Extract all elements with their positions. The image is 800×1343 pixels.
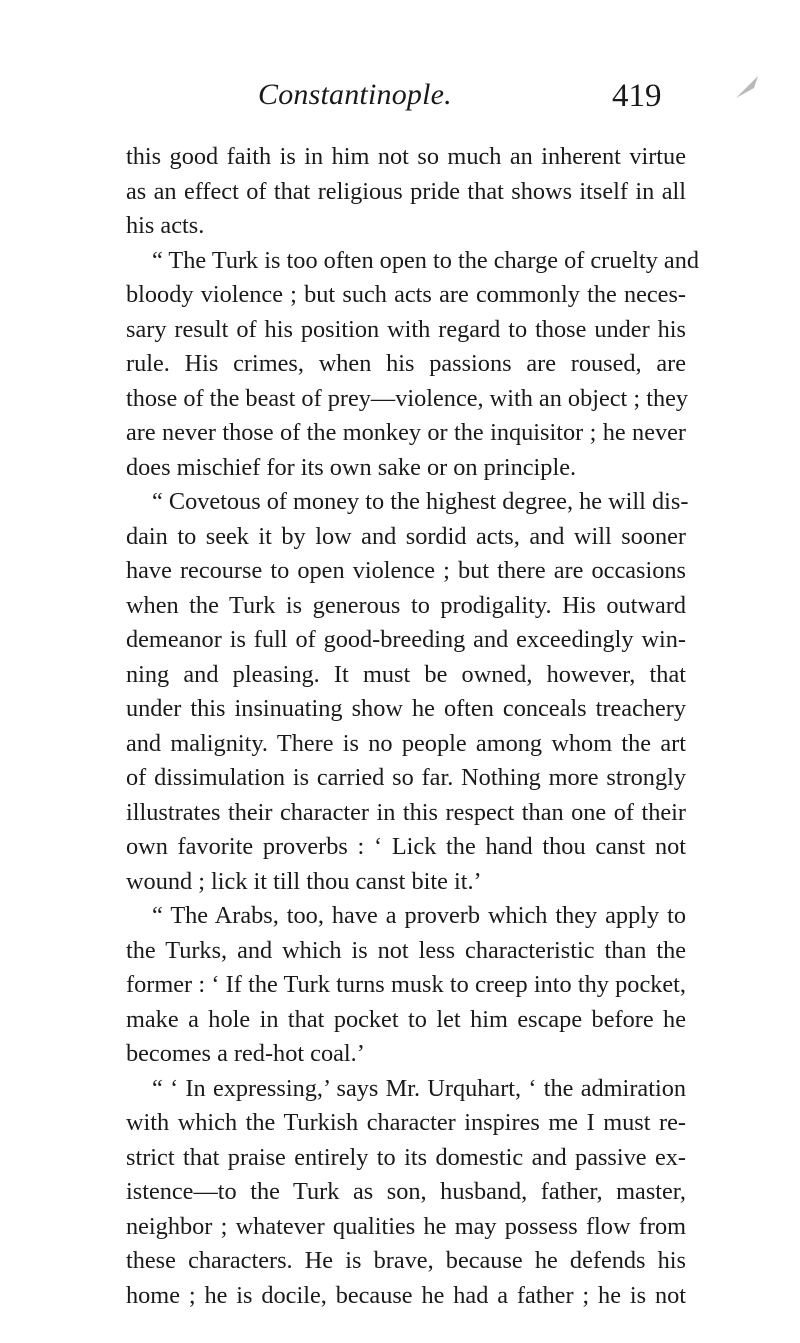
text-line: istence—to the Turk as son, husband, father, master, — [126, 1178, 686, 1205]
text-line: his acts. — [126, 212, 205, 239]
text-line: home ; he is docile, because he had a father ; he is not — [126, 1281, 686, 1309]
text-line: former : ‘ If the Turk turns musk to creep into thy pocket, — [126, 971, 686, 998]
text-line: and malignity. There is no people among whom the art — [126, 729, 686, 757]
text-line: bloody violence ; but such acts are commonly the neces- — [126, 281, 686, 308]
text-line: neighbor ; whatever qualities he may possess flow from — [126, 1212, 686, 1240]
text-line: with which the Turkish character inspires me I must re- — [126, 1109, 686, 1136]
text-line: are never those of the monkey or the inquisitor ; he never — [126, 419, 686, 446]
text-line: “ The Turk is too often open to the charge of cruelty and — [152, 246, 700, 274]
running-title: Constantinople. — [258, 78, 452, 111]
page-number: 419 — [612, 78, 662, 114]
text-line: make a hole in that pocket to let him escape before he — [126, 1005, 686, 1033]
text-line: those of the beast of prey—violence, with an object ; they — [126, 384, 689, 412]
text-line: own favorite proverbs : ‘ Lick the hand thou canst not — [126, 833, 686, 860]
text-line: rule. His crimes, when his passions are roused, are — [126, 350, 686, 377]
body-text — [126, 140, 700, 1313]
text-line: “ ‘ In expressing,’ says Mr. Urquhart, ‘ the admiration — [152, 1074, 686, 1102]
text-line: the Turks, and which is not less characteristic than the — [126, 936, 686, 964]
text-line: when the Turk is generous to prodigality. His outward — [126, 591, 686, 619]
text-line: as an effect of that religious pride that shows itself in all — [126, 177, 686, 205]
text-line: these characters. He is brave, because he defends his — [126, 1247, 686, 1274]
text-line: does mischief for its own sake or on principle. — [126, 453, 577, 481]
running-head — [0, 78, 800, 128]
text-line: strict that praise entirely to its domestic and passive ex- — [126, 1143, 686, 1171]
text-line: “ The Arabs, too, have a proverb which they apply to — [152, 902, 686, 929]
text-line: illustrates their character in this respect than one of their — [126, 798, 686, 826]
text-line: this good faith is in him not so much an inherent virtue — [126, 143, 686, 170]
text-line: have recourse to open violence ; but there are occasions — [126, 557, 686, 584]
text-line: “ Covetous of money to the highest degree, he will dis- — [152, 488, 689, 515]
text-line: wound ; lick it till thou canst bite it.’ — [126, 867, 482, 895]
text-line: becomes a red-hot coal.’ — [126, 1040, 365, 1067]
text-line: sary result of his position with regard to those under his — [126, 315, 686, 343]
text-line: ning and pleasing. It must be owned, however, that — [126, 660, 686, 688]
text-line: of dissimulation is carried so far. Nothing more strongly — [126, 764, 686, 791]
text-line: dain to seek it by low and sordid acts, and will sooner — [126, 522, 686, 550]
text-line: demeanor is full of good-breeding and exceedingly win- — [126, 626, 686, 653]
corner-mark-icon — [734, 74, 760, 100]
text-line: under this insinuating show he often conceals treachery — [126, 695, 686, 722]
